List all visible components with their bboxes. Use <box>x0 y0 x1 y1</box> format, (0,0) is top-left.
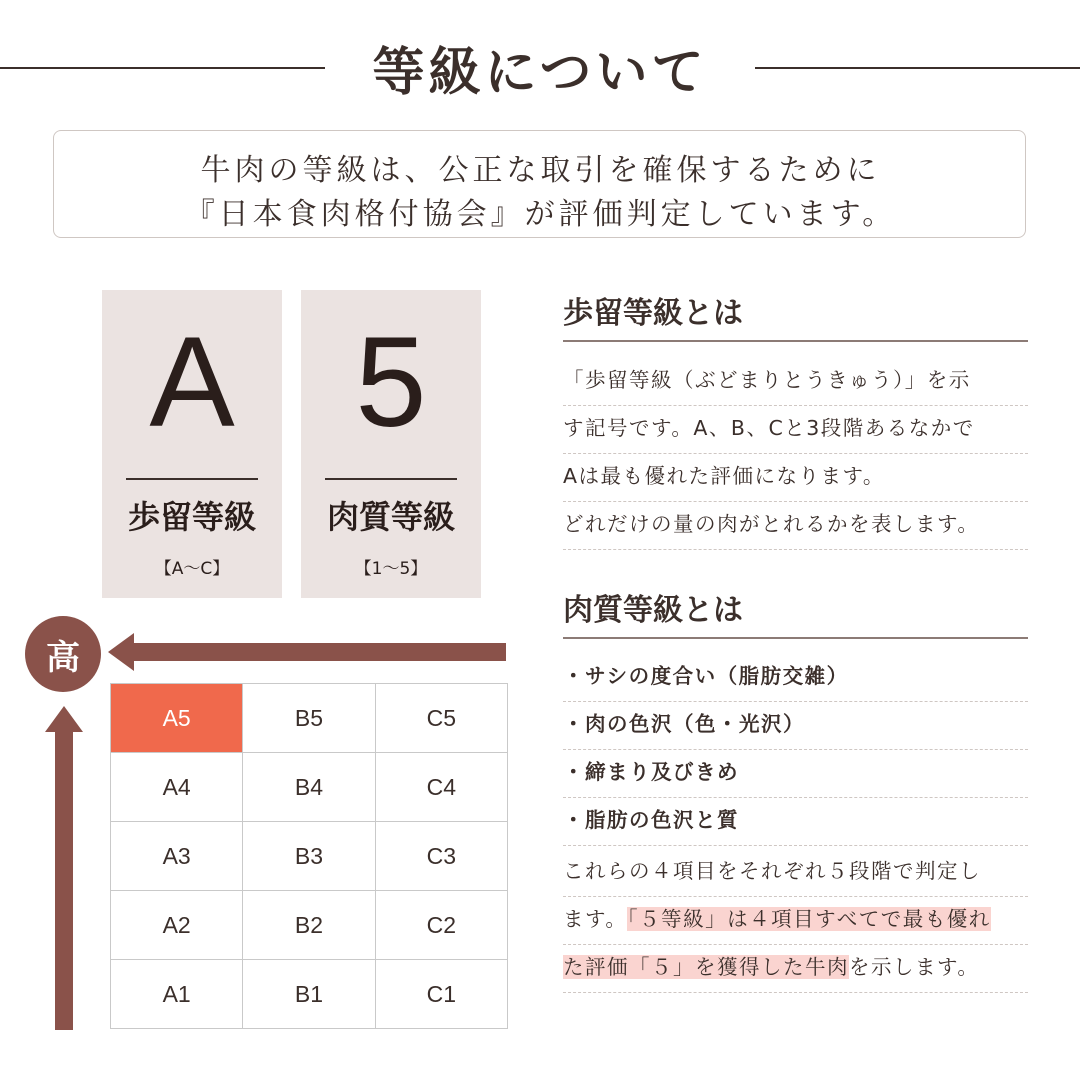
intro-line-2: 『日本食肉格付協会』が評価判定しています。 <box>184 197 897 232</box>
grade-table <box>110 683 508 1029</box>
yield-section-heading: 歩留等級とは <box>563 296 743 331</box>
up-arrow-icon <box>45 706 83 732</box>
grade-cell: B1 <box>243 960 375 1029</box>
table-row <box>111 684 508 753</box>
quality-item: ・締まり及びきめ <box>563 750 1028 798</box>
horizontal-arrow-shaft <box>130 643 506 661</box>
quality-item: ・サシの度合い（脂肪交雑） <box>563 654 1028 702</box>
grade-cell: C1 <box>375 960 507 1029</box>
yield-text-line: す記号です。A、B、Cと3段階あるなかで <box>563 406 1028 454</box>
grade-cell: B3 <box>243 822 375 891</box>
quality-text-line <box>563 945 1028 993</box>
grade-cell: C3 <box>375 822 507 891</box>
high-badge: 高 <box>25 616 101 692</box>
table-row <box>111 960 508 1029</box>
title-rule-right <box>755 67 1080 69</box>
quality-item: ・肉の色沢（色・光沢） <box>563 702 1028 750</box>
grade-cell: A2 <box>111 891 243 960</box>
quality-text-highlight: た評価「５」を獲得した牛肉 <box>563 955 849 979</box>
grade-cell: C4 <box>375 753 507 822</box>
grade-cell: B4 <box>243 753 375 822</box>
yield-grade-card <box>102 290 282 598</box>
yield-section-rule <box>563 340 1028 342</box>
grade-cell: A5 <box>111 684 243 753</box>
yield-grade-letter: A <box>149 311 235 454</box>
left-arrow-icon <box>108 633 134 671</box>
quality-grade-card <box>301 290 481 598</box>
grade-cell: C2 <box>375 891 507 960</box>
grade-cell: A1 <box>111 960 243 1029</box>
yield-grade-label: 歩留等級 <box>127 498 256 536</box>
intro-line-1: 牛肉の等級は、公正な取引を確保するために <box>200 153 881 188</box>
table-row <box>111 891 508 960</box>
yield-grade-range: 【A～C】 <box>154 559 230 579</box>
quality-section-rule <box>563 637 1028 639</box>
yield-text-line: 「歩留等級（ぶどまりとうきゅう）」を示 <box>563 358 1028 406</box>
table-row <box>111 753 508 822</box>
grade-cell: A4 <box>111 753 243 822</box>
grade-cell: C5 <box>375 684 507 753</box>
table-row <box>111 822 508 891</box>
quality-text-line <box>563 897 1028 945</box>
quality-grade-range: 【1～5】 <box>354 559 428 579</box>
quality-text-plain: を示します。 <box>849 955 980 979</box>
grade-cell: B2 <box>243 891 375 960</box>
grade-cell: A3 <box>111 822 243 891</box>
quality-text-plain: ます。 <box>563 907 628 931</box>
yield-text-line: Aは最も優れた評価になります。 <box>563 454 1028 502</box>
card-divider <box>325 478 457 480</box>
grade-cell: B5 <box>243 684 375 753</box>
card-divider <box>126 478 258 480</box>
quality-text-line: これらの４項目をそれぞれ５段階で判定し <box>563 849 1028 897</box>
quality-section-heading: 肉質等級とは <box>563 593 743 628</box>
quality-text-highlight: 「５等級」は４項目すべてで最も優れ <box>627 907 991 931</box>
yield-text-line: どれだけの量の肉がとれるかを表します。 <box>563 502 1028 550</box>
vertical-arrow-shaft <box>55 730 73 1030</box>
intro-box <box>53 130 1026 238</box>
quality-item: ・脂肪の色沢と質 <box>563 798 1028 846</box>
quality-grade-label: 肉質等級 <box>326 498 455 536</box>
title-rule-left <box>0 67 325 69</box>
quality-grade-number: 5 <box>355 311 427 454</box>
page-title: 等級について <box>372 43 708 103</box>
